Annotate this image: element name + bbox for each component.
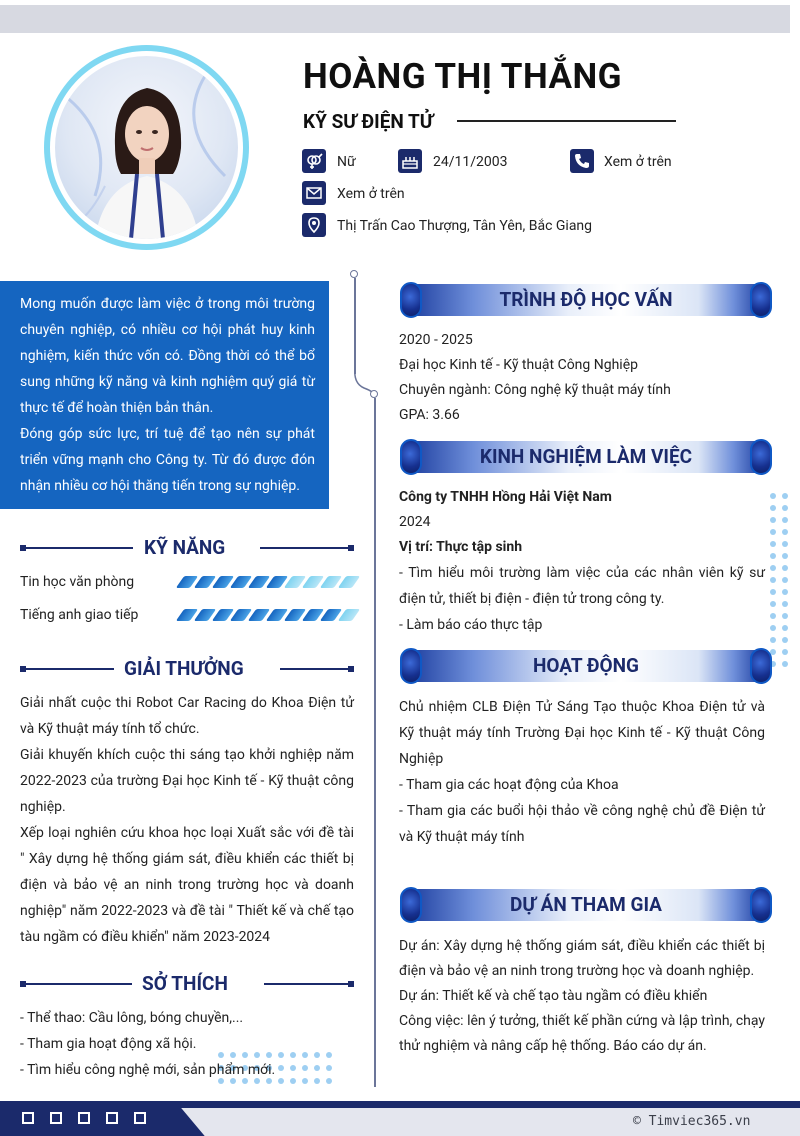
location-pin-icon <box>302 213 326 237</box>
section-title: KỸ NĂNG <box>144 536 226 559</box>
section-title: KINH NGHIỆM LÀM VIỆC <box>479 445 693 468</box>
footer-square <box>134 1112 146 1124</box>
projects-heading <box>400 887 772 923</box>
activity-item: - Tham gia các buổi hội thảo về công nghệ chủ đề Điện tử và Kỹ thuật máy tính <box>399 803 765 845</box>
gender-icon <box>302 149 326 173</box>
education-details <box>399 328 671 428</box>
heading-line <box>26 983 132 985</box>
footer-square <box>78 1112 90 1124</box>
awards-list <box>20 690 354 950</box>
skills-heading <box>20 533 354 563</box>
education-gpa: GPA: 3.66 <box>399 407 460 423</box>
experience-duty: - Làm báo cáo thực tập <box>399 617 543 633</box>
birthday-cake-icon <box>398 149 422 173</box>
experience-position: Vị trí: Thực tập sinh <box>399 539 523 555</box>
skill-rating-bar <box>180 609 356 621</box>
job-title: KỸ SƯ ĐIỆN TỬ <box>303 110 434 133</box>
project-item: Công việc: lên ý tưởng, thiết kế phần cứng và lập trình, chạy thử nghiệm và nâng cấp hệ thống. Báo cáo dự án. <box>399 1013 765 1054</box>
footer-square <box>106 1112 118 1124</box>
heading-line <box>280 668 348 670</box>
portrait-illustration <box>55 56 238 239</box>
footer-square <box>22 1112 34 1124</box>
email-icon <box>302 181 326 205</box>
avatar <box>55 56 238 239</box>
heading-dot <box>348 981 354 987</box>
timeline-node <box>370 390 378 398</box>
project-item: Dự án: Xây dựng hệ thống giám sát, điều khiển các thiết bị điện và bảo vệ an ninh trong trường học và doanh nghiệp. <box>399 938 765 979</box>
career-objective <box>0 281 329 509</box>
candidate-name: HOÀNG THỊ THẮNG <box>303 56 623 97</box>
hobby-item: - Tham gia hoạt động xã hội. <box>20 1036 197 1052</box>
section-title: DỰ ÁN THAM GIA <box>510 893 662 916</box>
experience-year: 2024 <box>399 514 431 530</box>
activity-item: - Tham gia các hoạt động của Khoa <box>399 777 619 793</box>
hobbies-heading <box>20 969 354 999</box>
award-item: Giải nhất cuộc thi Robot Car Racing do Khoa Điện tử và Kỹ thuật máy tính tổ chức. <box>20 695 354 737</box>
heading-dot <box>348 545 354 551</box>
awards-heading <box>20 654 354 684</box>
hobby-item: - Tìm hiểu công nghệ mới, sản phẩm mới. <box>20 1062 276 1078</box>
experience-heading <box>400 439 772 475</box>
timeline-line <box>354 278 356 374</box>
heading-line <box>26 668 114 670</box>
objective-paragraph: Đóng góp sức lực, trí tuệ để tạo nên sự phát triển vững mạnh cho Công ty. Từ đó được đón nhận nhiều cơ hội thăng tiến trong sự nghiệp. <box>20 426 315 494</box>
skill-rating-bar <box>180 576 356 588</box>
experience-details <box>399 485 765 638</box>
skill-name: Tiếng anh giao tiếp <box>20 607 139 623</box>
hobby-item: - Thể thao: Cầu lông, bóng chuyền,... <box>20 1010 244 1026</box>
heading-line <box>26 547 133 549</box>
education-period: 2020 - 2025 <box>399 332 473 348</box>
timeline-node <box>350 270 358 278</box>
birthday-text: 24/11/2003 <box>433 154 508 170</box>
heading-dot <box>348 666 354 672</box>
section-title: SỞ THÍCH <box>142 972 228 995</box>
section-title: HOẠT ĐỘNG <box>532 654 640 677</box>
address-text: Thị Trấn Cao Thượng, Tân Yên, Bắc Giang <box>337 218 593 234</box>
watermark: © Timviec365.vn <box>633 1114 751 1129</box>
projects-details <box>399 934 765 1059</box>
hobbies-list <box>20 1005 275 1083</box>
decorative-dots <box>770 493 788 667</box>
skill-name: Tin học văn phòng <box>20 574 135 590</box>
email-text: Xem ở trên <box>337 186 405 202</box>
activity-item: Chủ nhiệm CLB Điện Tử Sáng Tạo thuộc Khoa Điện tử và Kỹ thuật máy tính Trường Đại học Kinh tế - Kỹ thuật Công Nghiệp <box>399 699 765 767</box>
activities-heading <box>400 648 772 684</box>
section-title: TRÌNH ĐỘ HỌC VẤN <box>499 288 673 311</box>
education-major: Chuyên ngành: Công nghệ kỹ thuật máy tính <box>399 382 671 398</box>
heading-line <box>264 983 348 985</box>
objective-paragraph: Mong muốn được làm việc ở trong môi trường chuyên nghiệp, có nhiều cơ hội phát huy kinh nghiệm, kiến thức vốn có. Đồng thời có thể bổ sung những kỹ năng và kinh nghiệm quý giá từ thực tế để hoàn thiện bản thân. <box>20 296 315 416</box>
footer-square <box>50 1112 62 1124</box>
phone-icon <box>570 149 594 173</box>
gender-text: Nữ <box>337 154 356 170</box>
experience-company: Công ty TNHH Hồng Hải Việt Nam <box>399 489 612 505</box>
skill-rating-segment <box>338 576 360 588</box>
award-item: Xếp loại nghiên cứu khoa học loại Xuất sắc với đề tài " Xây dựng hệ thống giám sát, điều khiển các thiết bị điện và bảo vệ an ninh trong trường học và doanh nghiệp" năm 2022-2023 và đề tài " Thiết kế và chế tạo tàu ngầm có điều khiển" năm 2023-2024 <box>20 825 354 945</box>
heading-line <box>260 547 348 549</box>
activities-details <box>399 694 765 850</box>
experience-duty: - Tìm hiểu môi trường làm việc của các nhân viên kỹ sư điện tử, thiết bị điện - điện tử trong công ty. <box>399 565 765 607</box>
phone-text: Xem ở trên <box>604 154 672 170</box>
award-item: Giải khuyến khích cuộc thi sáng tạo khởi nghiệp năm 2022-2023 của trường Đại học Kinh tế - Kỹ thuật công nghiệp. <box>20 747 354 815</box>
skill-rating-segment <box>338 609 360 621</box>
section-title: GIẢI THƯỞNG <box>124 657 244 680</box>
project-item: Dự án: Thiết kế và chế tạo tàu ngầm có điều khiển <box>399 988 708 1004</box>
education-heading <box>400 282 772 318</box>
top-bar-band <box>0 5 790 33</box>
title-divider <box>457 120 676 122</box>
timeline-line <box>374 398 376 1087</box>
education-school: Đại học Kinh tế - Kỹ thuật Công Nghiệp <box>399 357 638 373</box>
